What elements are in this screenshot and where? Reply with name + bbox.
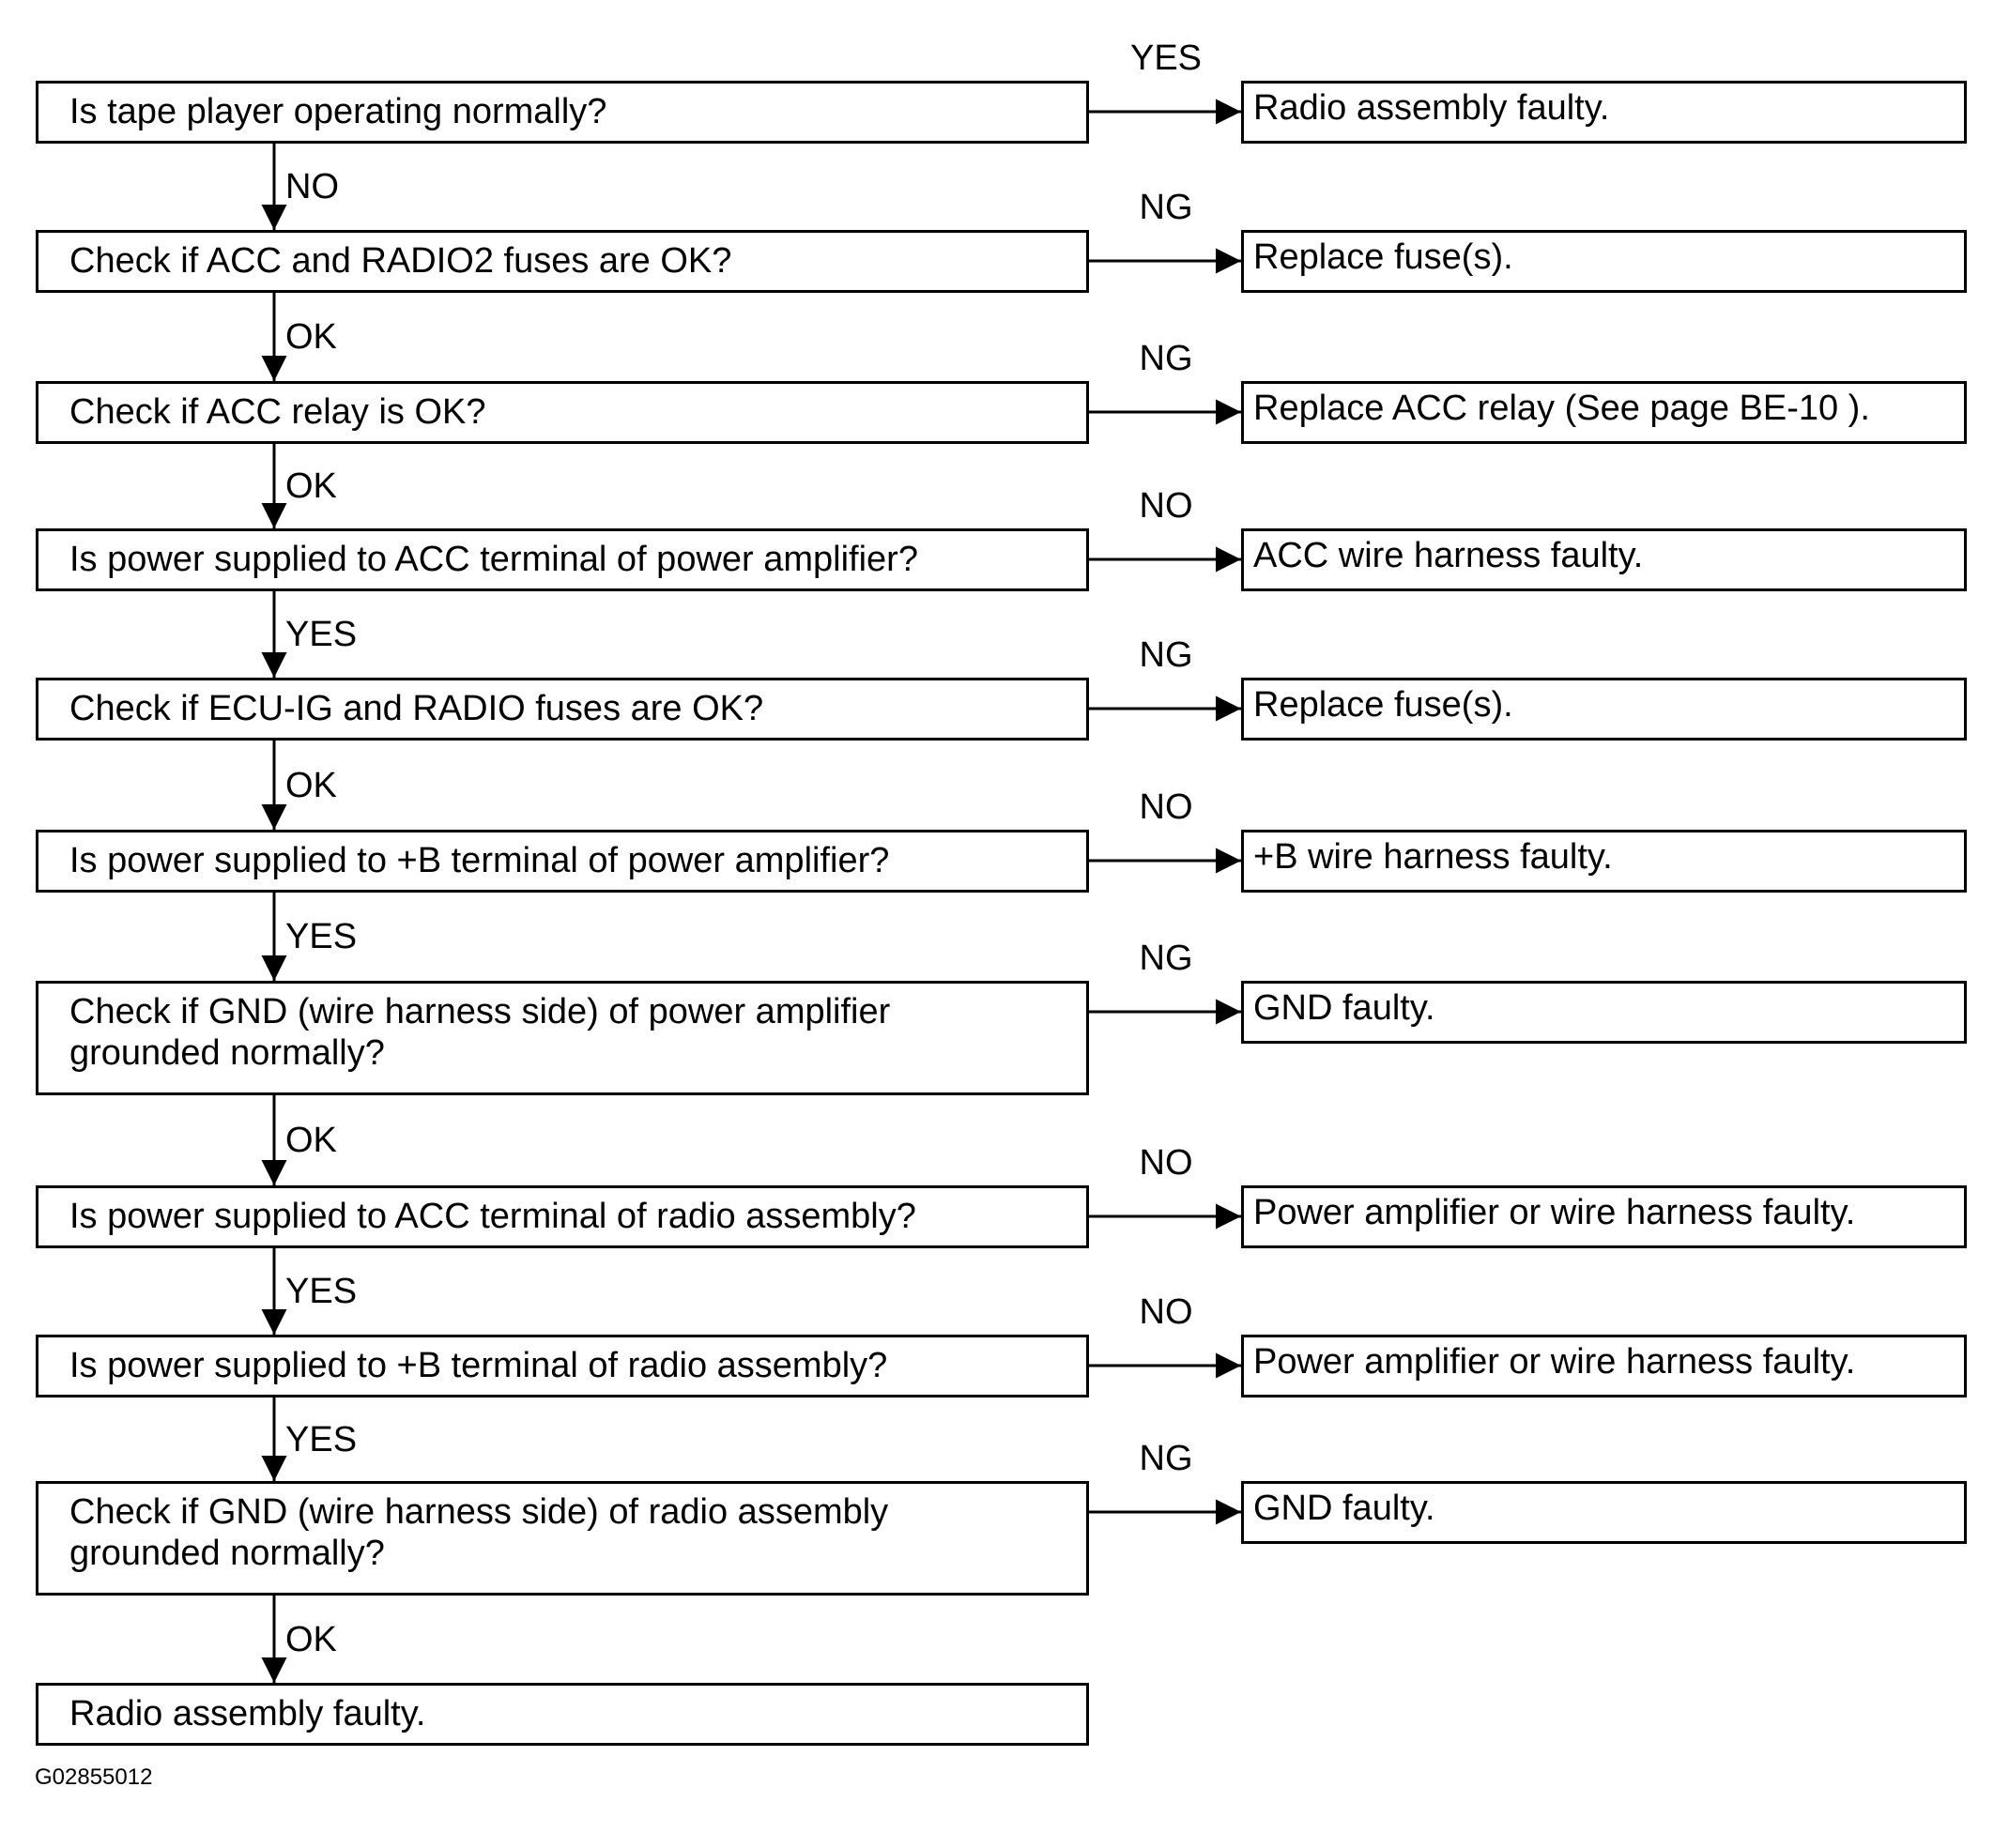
next-label: OK bbox=[285, 317, 337, 357]
next-label: OK bbox=[285, 1619, 337, 1659]
branch-label: NG bbox=[1139, 1439, 1193, 1478]
question-box: Check if GND (wire harness side) of radio assembly grounded normally? bbox=[36, 1481, 1089, 1596]
question-box: Check if ACC relay is OK? bbox=[36, 381, 1089, 444]
figure-code: G02855012 bbox=[35, 1764, 153, 1790]
branch-label: NG bbox=[1139, 188, 1193, 227]
result-box: Replace fuse(s). bbox=[1241, 230, 1967, 293]
result-box: Replace ACC relay (See page BE-10 ). bbox=[1241, 381, 1967, 444]
branch-label: NO bbox=[1139, 787, 1193, 827]
next-label: YES bbox=[285, 917, 358, 956]
result-box: GND faulty. bbox=[1241, 981, 1967, 1044]
next-label: YES bbox=[285, 1272, 358, 1311]
question-box: Check if ACC and RADIO2 fuses are OK? bbox=[36, 230, 1089, 293]
branch-label: NG bbox=[1139, 939, 1193, 978]
question-box: Check if GND (wire harness side) of power amplifier grounded normally? bbox=[36, 981, 1089, 1095]
question-box: Is power supplied to ACC terminal of power amplifier? bbox=[36, 528, 1089, 591]
next-label: OK bbox=[285, 1121, 337, 1160]
next-label: YES bbox=[285, 1419, 358, 1459]
branch-label: NO bbox=[1139, 486, 1193, 526]
branch-label: YES bbox=[1129, 38, 1203, 78]
result-box: ACC wire harness faulty. bbox=[1241, 528, 1967, 591]
result-box: GND faulty. bbox=[1241, 1481, 1967, 1544]
result-box: Power amplifier or wire harness faulty. bbox=[1241, 1335, 1967, 1397]
branch-label: NO bbox=[1139, 1292, 1193, 1332]
question-box: Is tape player operating normally? bbox=[36, 81, 1089, 144]
next-label: OK bbox=[285, 466, 337, 506]
final-result-box: Radio assembly faulty. bbox=[36, 1683, 1089, 1746]
next-label: YES bbox=[285, 615, 358, 654]
question-box: Is power supplied to ACC terminal of radio assembly? bbox=[36, 1185, 1089, 1248]
question-box: Is power supplied to +B terminal of power amplifier? bbox=[36, 830, 1089, 893]
result-box: Replace fuse(s). bbox=[1241, 678, 1967, 741]
branch-label: NG bbox=[1139, 635, 1193, 675]
next-label: NO bbox=[285, 167, 339, 206]
result-box: +B wire harness faulty. bbox=[1241, 830, 1967, 893]
branch-label: NG bbox=[1139, 339, 1193, 378]
question-box: Is power supplied to +B terminal of radio assembly? bbox=[36, 1335, 1089, 1397]
result-box: Radio assembly faulty. bbox=[1241, 81, 1967, 144]
result-box: Power amplifier or wire harness faulty. bbox=[1241, 1185, 1967, 1248]
next-label: OK bbox=[285, 765, 337, 805]
branch-label: NO bbox=[1139, 1143, 1193, 1183]
question-box: Check if ECU-IG and RADIO fuses are OK? bbox=[36, 678, 1089, 741]
